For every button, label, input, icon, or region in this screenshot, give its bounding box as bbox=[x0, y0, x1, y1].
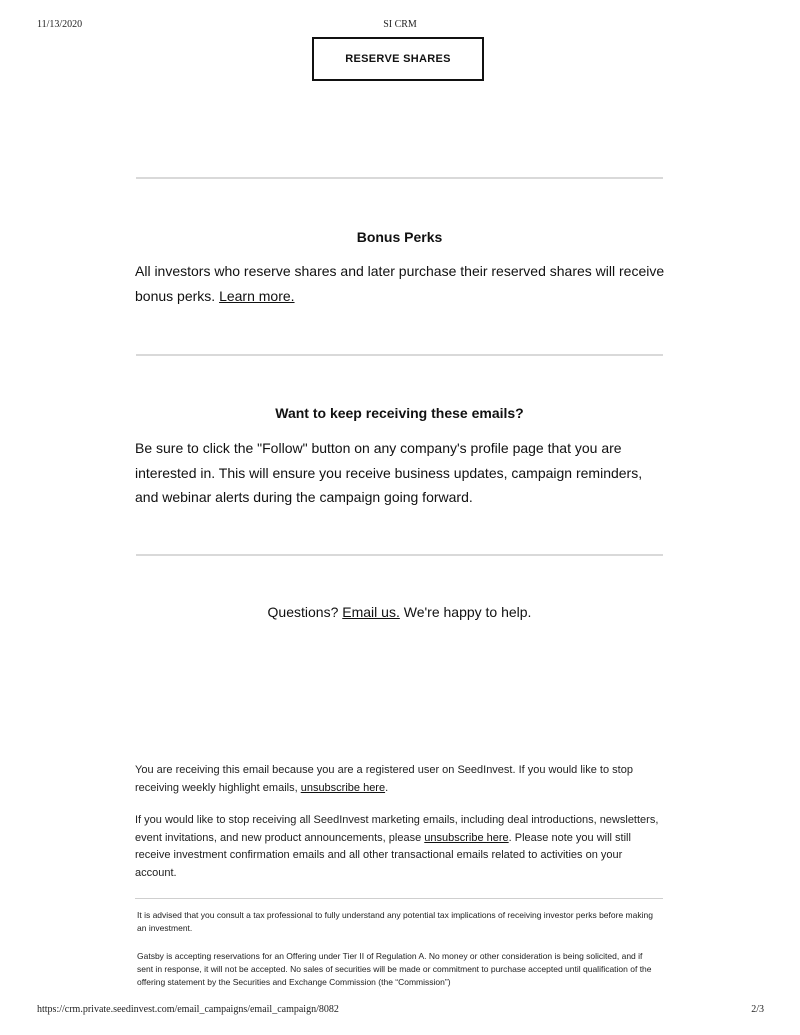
keep-receiving-text: Be sure to click the "Follow" button on any company's profile page that you are interested in. This will ensure you receive business updates, campaign reminders, and webinar alerts during the campaign going forward. bbox=[135, 440, 643, 505]
print-title: SI CRM bbox=[383, 19, 417, 30]
print-footer bbox=[0, 1004, 800, 1020]
email-us-link[interactable]: Email us. bbox=[342, 604, 400, 620]
questions-suffix: We're happy to help. bbox=[403, 604, 532, 620]
print-url: https://crm.private.seedinvest.com/email_campaigns/email_campaign/8082 bbox=[37, 1004, 339, 1015]
footer-paragraph-all bbox=[135, 812, 665, 882]
footer-all-text: If you would like to stop receiving all SeedInvest marketing emails, including deal introductions, newsletters, event invitations, and new product announcements, please bbox=[135, 814, 659, 844]
legal-tax-advice: It is advised that you consult a tax professional to fully understand any potential tax implications of receiving investor perks before making an investment. bbox=[137, 910, 653, 933]
unsubscribe-all-link[interactable]: unsubscribe here bbox=[424, 831, 509, 844]
print-date: 11/13/2020 bbox=[37, 19, 83, 30]
section-divider bbox=[136, 354, 663, 356]
bonus-perks-text bbox=[135, 259, 665, 308]
footer-all-end: . Please note you will still receive investment confirmation emails and all other transactional emails related to activities on your account. bbox=[135, 831, 631, 879]
reserve-shares-button[interactable]: RESERVE SHARES bbox=[312, 37, 484, 81]
bonus-perks-title: Bonus Perks bbox=[356, 229, 443, 245]
footer-weekly-text: You are receiving this email because you are a registered user on SeedInvest. If you would like to stop receiving weekly highlight emails, bbox=[135, 764, 633, 794]
footer-weekly-end: . bbox=[385, 781, 389, 794]
section-divider bbox=[136, 177, 663, 179]
print-header bbox=[0, 19, 800, 35]
learn-more-link[interactable]: Learn more. bbox=[219, 287, 295, 304]
keep-receiving-title: Want to keep receiving these emails? bbox=[275, 405, 524, 421]
legal-offering-disclaimer: Gatsby is accepting reservations for an Offering under Tier II of Regulation A. No money or other consideration is being solicited, and if sent in response, it will not be accepted. No sales of securities will be made or commitment to purchase accepted until qualification of the offering statement by the Securities and Exchange Commission (the “Commission”) bbox=[137, 951, 652, 987]
bonus-perks-body: All investors who reserve shares and later purchase their reserved shares will receive bonus perks. bbox=[135, 263, 665, 304]
unsubscribe-weekly-link[interactable]: unsubscribe here bbox=[300, 781, 386, 794]
questions-line bbox=[136, 604, 663, 620]
legal-divider bbox=[135, 898, 663, 899]
print-page-number: 2/3 bbox=[751, 1004, 764, 1015]
footer-paragraph-weekly bbox=[135, 762, 665, 797]
section-divider bbox=[136, 554, 663, 556]
questions-prefix: Questions? bbox=[267, 604, 339, 620]
